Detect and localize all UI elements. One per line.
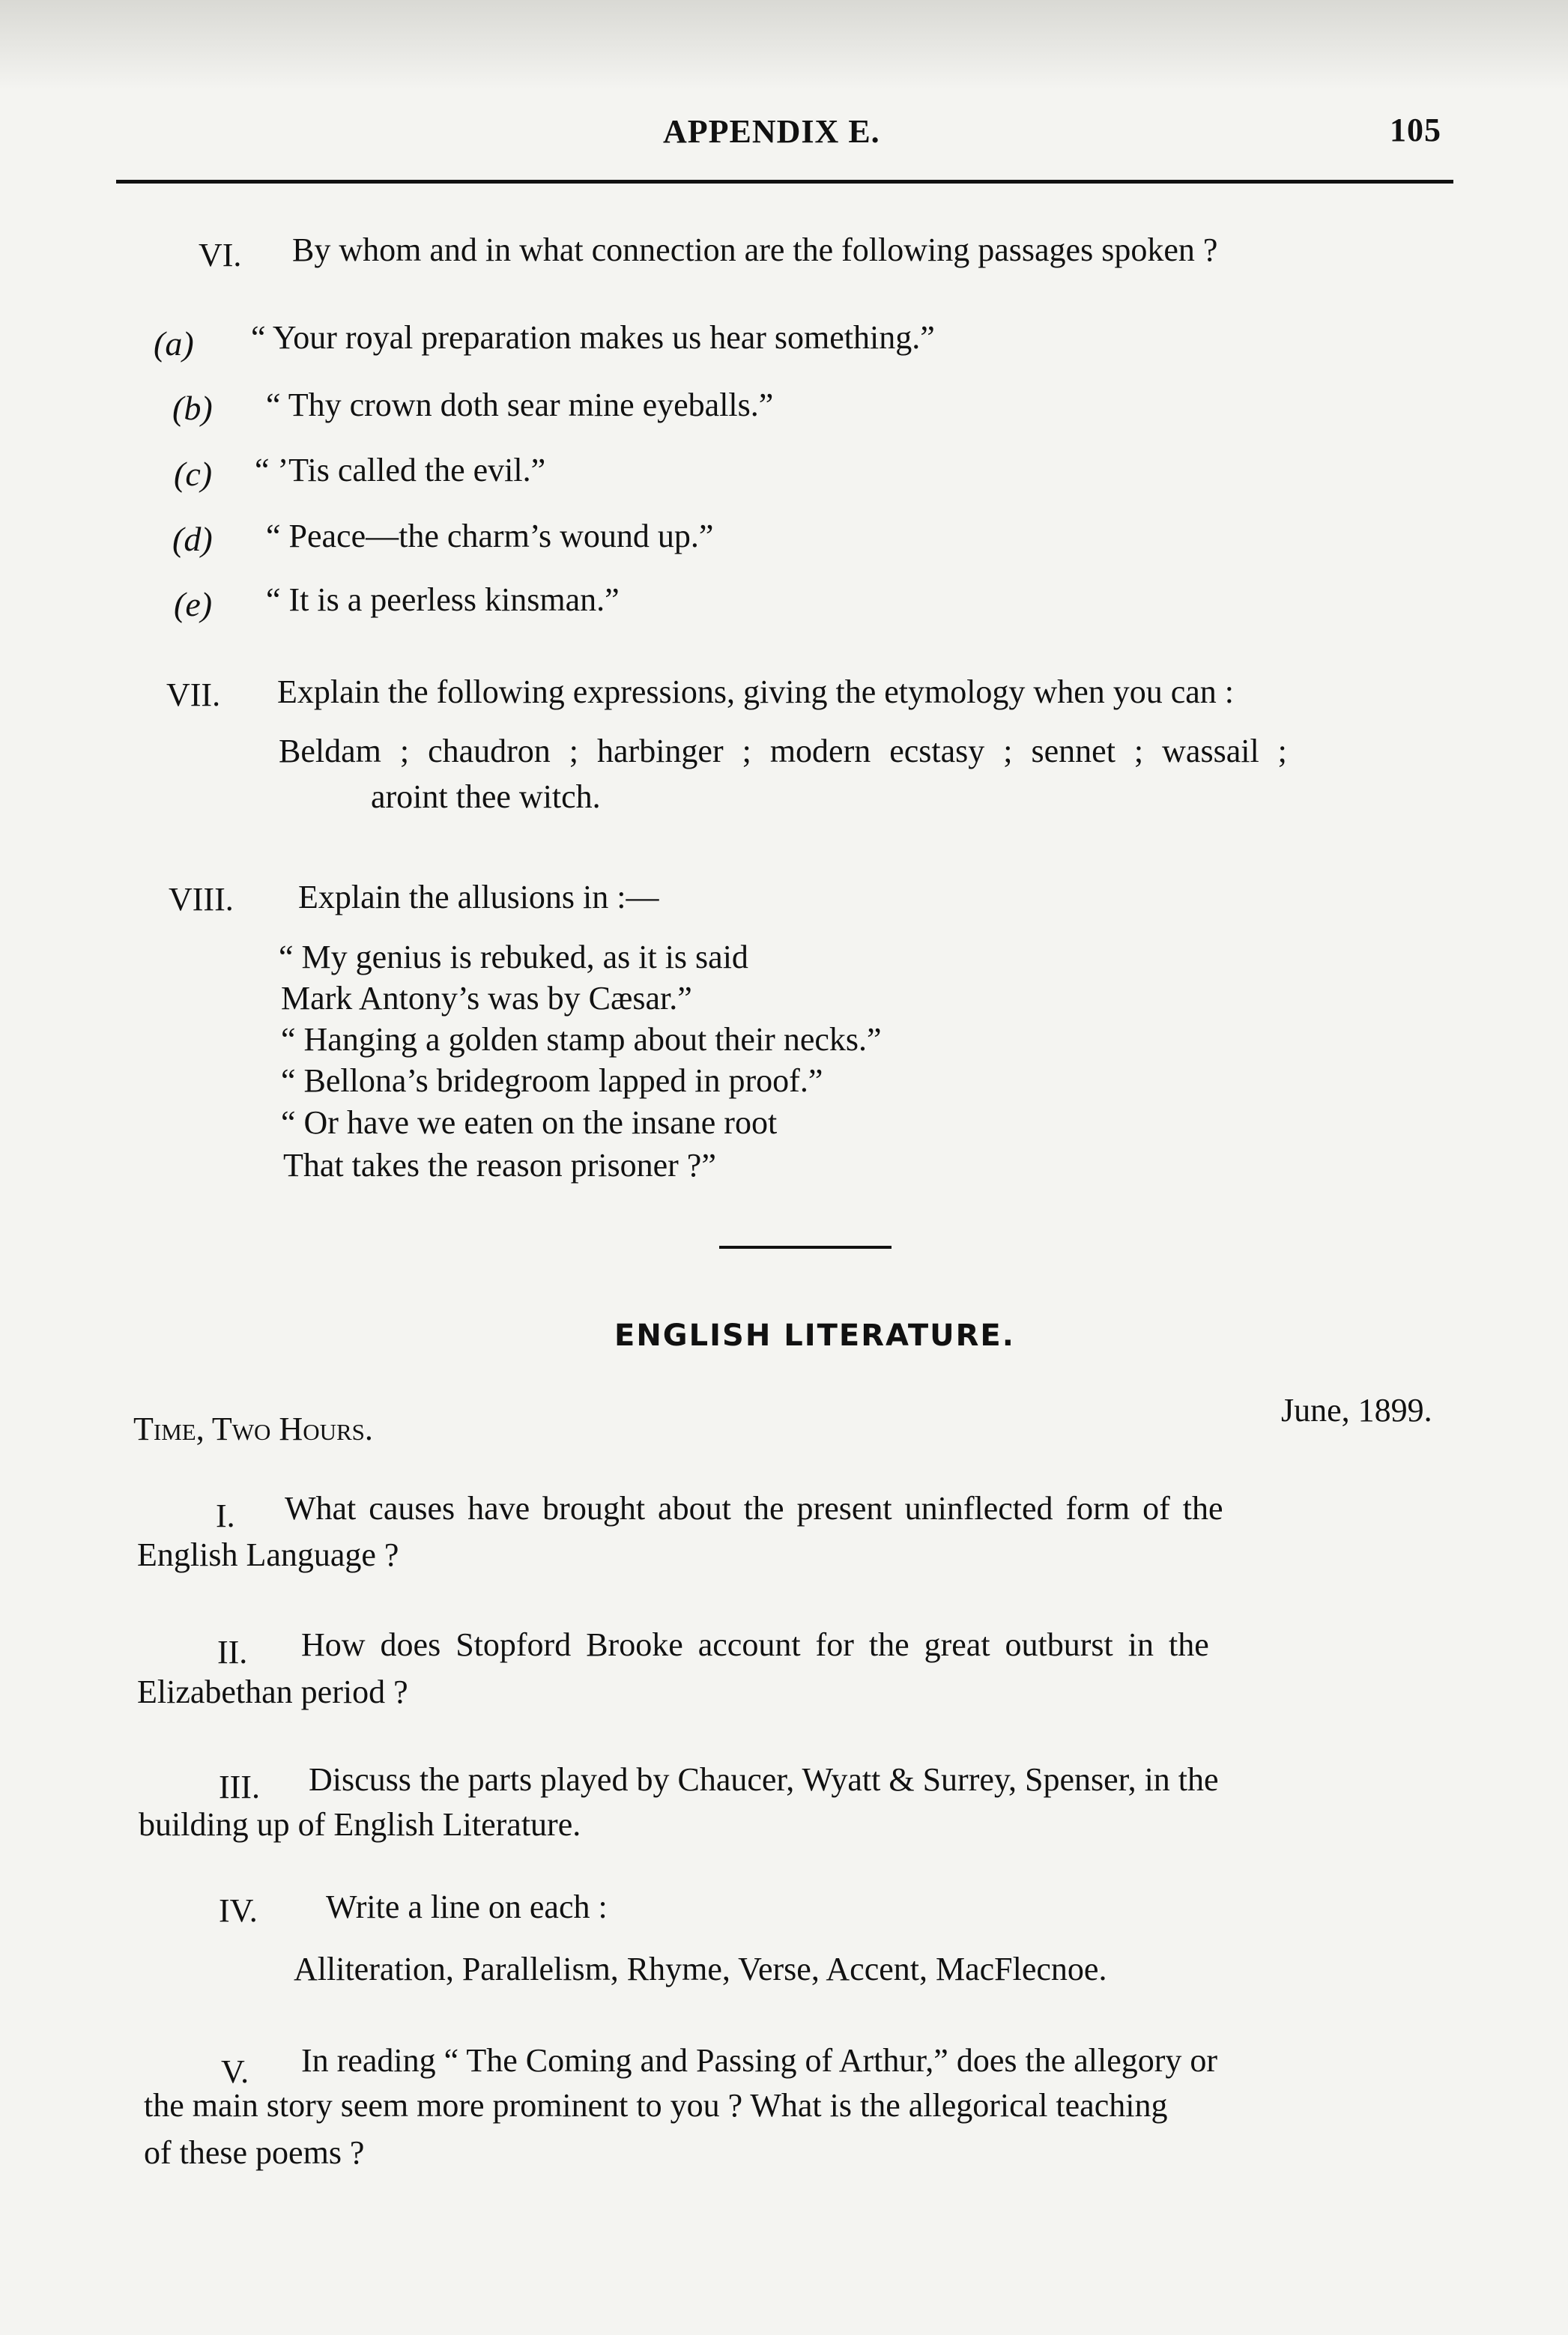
q6-number: VI. — [199, 237, 242, 273]
q7-line1: Beldam ; chaudron ; harbinger ; modern ecstasy ; sennet ; wassail ; — [279, 733, 1287, 769]
page-number: 105 — [1390, 112, 1441, 148]
q8-line-5: “ Or have we eaten on the insane root — [281, 1104, 778, 1141]
scan-shading — [0, 0, 1568, 90]
q8-line-1: “ My genius is rebuked, as it is said — [279, 939, 748, 975]
q6-label-d: (d) — [172, 520, 213, 558]
q4-line2: Alliteration, Parallelism, Rhyme, Verse, Accent, MacFlecnoe. — [294, 1951, 1107, 1987]
q6-label-e: (e) — [174, 585, 213, 623]
exam-date: June, 1899. — [1281, 1392, 1432, 1429]
q7-line2: aroint thee witch. — [371, 778, 601, 815]
q6-label-a: (a) — [154, 324, 194, 363]
q3-number: III. — [219, 1769, 260, 1805]
q6-item-a: “ Your royal preparation makes us hear something.” — [251, 319, 935, 356]
q6-label-c: (c) — [174, 455, 213, 493]
q8-line-6: That takes the reason prisoner ?” — [283, 1147, 716, 1184]
q6-item-e: “ It is a peerless kinsman.” — [266, 581, 620, 618]
q2-line2: Elizabethan period ? — [137, 1674, 408, 1710]
q5-line2: the main story seem more prominent to you ? What is the allegorical teaching — [144, 2087, 1168, 2124]
q3-line2: building up of English Literature. — [139, 1806, 581, 1843]
q1-line1: What causes have brought about the present uninflected form of the — [285, 1490, 1223, 1527]
q8-line-4: “ Bellona’s bridegroom lapped in proof.” — [281, 1062, 823, 1099]
q4-number: IV. — [219, 1892, 258, 1929]
section-title: ENGLISH LITERATURE. — [614, 1318, 1015, 1353]
q6-item-d: “ Peace—the charm’s wound up.” — [266, 518, 714, 554]
q8-line-2: Mark Antony’s was by Cæsar.” — [281, 980, 692, 1017]
q2-line1: How does Stopford Brooke account for the great outburst in the — [301, 1626, 1209, 1663]
q7-number: VII. — [166, 676, 221, 713]
q3-line1: Discuss the parts played by Chaucer, Wyatt & Surrey, Spenser, in the — [309, 1761, 1219, 1798]
q5-line3: of these poems ? — [144, 2134, 365, 2171]
q7-prompt: Explain the following expressions, giving the etymology when you can : — [277, 673, 1235, 710]
q5-line1: In reading “ The Coming and Passing of Arthur,” does the allegory or — [301, 2042, 1218, 2079]
q6-prompt: By whom and in what connection are the following passages spoken ? — [292, 231, 1218, 268]
section-divider — [719, 1246, 892, 1249]
q6-item-c: “ ’Tis called the evil.” — [255, 452, 546, 488]
q6-label-b: (b) — [172, 389, 213, 427]
header-rule — [116, 180, 1453, 184]
q5-number: V. — [221, 2053, 249, 2090]
q6-item-b: “ Thy crown doth sear mine eyeballs.” — [266, 387, 774, 423]
exam-time: Time, Two Hours. — [133, 1411, 373, 1447]
q8-line-3: “ Hanging a golden stamp about their necks.” — [281, 1021, 882, 1058]
q4-line1: Write a line on each : — [326, 1889, 608, 1925]
q8-prompt: Explain the allusions in :— — [298, 879, 659, 915]
q8-number: VIII. — [169, 881, 234, 918]
q2-number: II. — [217, 1634, 248, 1671]
page-header-title: APPENDIX E. — [663, 113, 880, 150]
q1-line2: English Language ? — [137, 1536, 399, 1573]
q1-number: I. — [216, 1497, 235, 1534]
